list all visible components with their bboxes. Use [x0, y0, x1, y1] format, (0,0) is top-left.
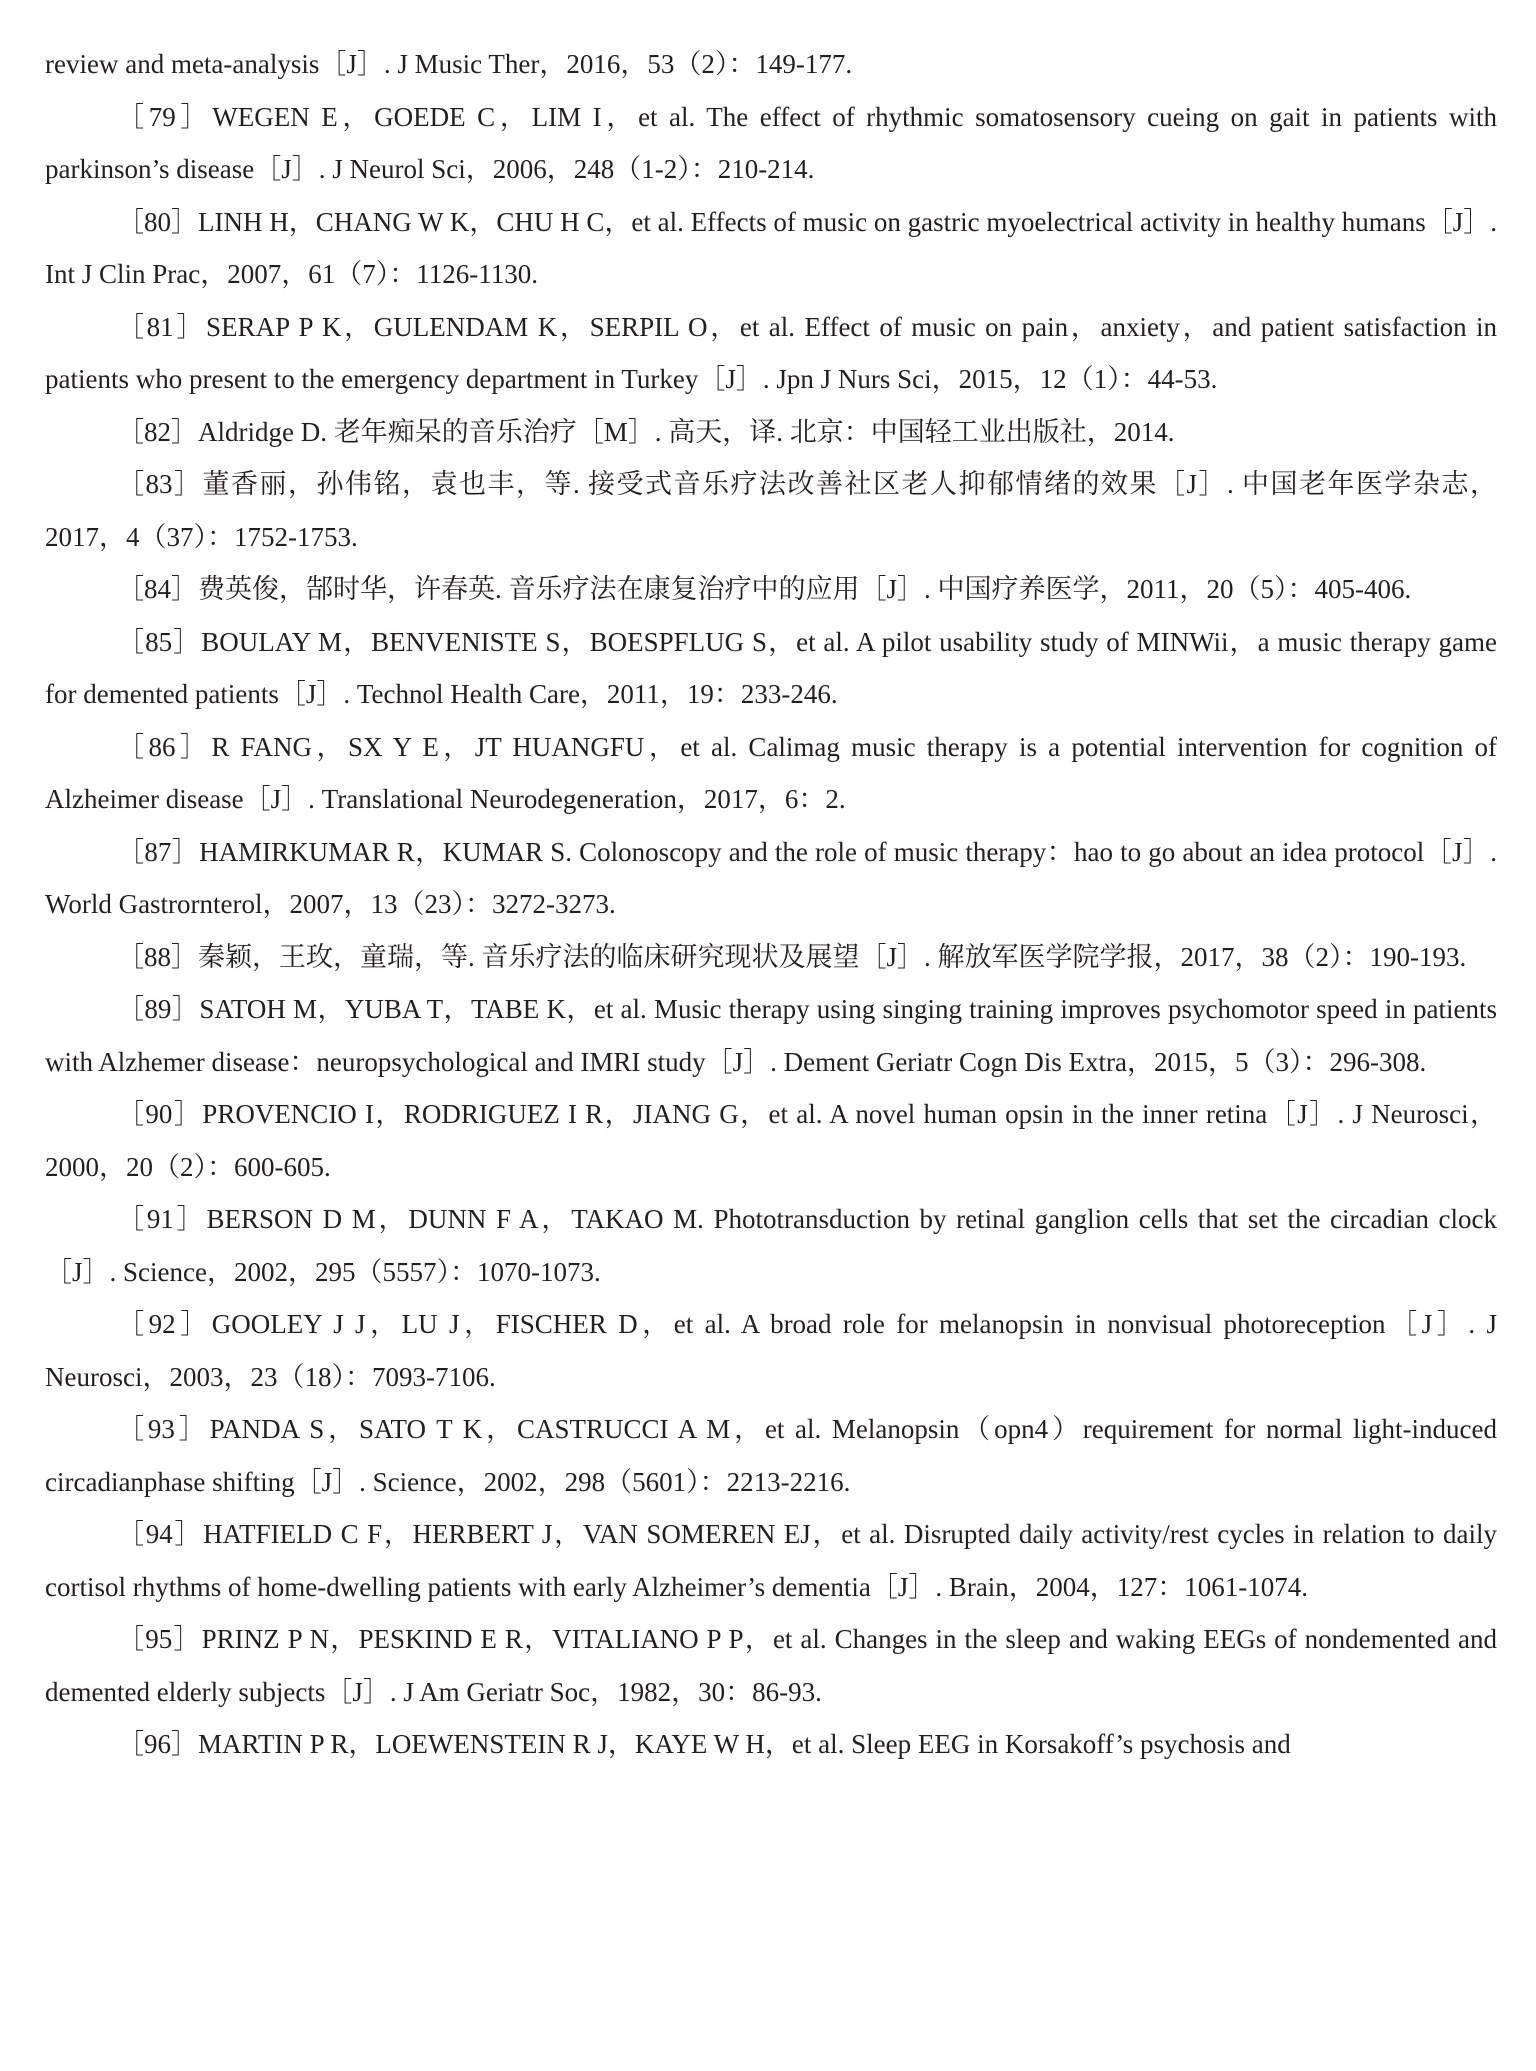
- reference-number: ［83］: [117, 469, 203, 499]
- reference-80: [45, 196, 1497, 301]
- reference-90: [45, 1088, 1497, 1193]
- reference-text: PROVENCIO I，RODRIGUEZ I R，JIANG G，et al. A novel human opsin in the inner retina［J］. J Neurosci，2000，20（2）：600-605.: [45, 1099, 1498, 1182]
- reference-text: MARTIN P R，LOEWENSTEIN R J，KAYE W H，et al. Sleep EEG in Korsakoff’s psychosis and: [198, 1729, 1291, 1759]
- reference-text: HAMIRKUMAR R，KUMAR S. Colonoscopy and the role of music therapy：hao to go about an idea protocol［J］. World Gastrornterol，2007，13（23）：3272-3273.: [45, 836, 1498, 919]
- reference-number: ［88］: [117, 941, 198, 972]
- reference-text: BERSON D M，DUNN F A，TAKAO M. Phototransduction by retinal ganglion cells that set the circadian clock［J］. Science，2002，295（5557）：1070-1073.: [45, 1204, 1497, 1287]
- reference-83: [45, 458, 1497, 563]
- reference-text: PRINZ P N，PESKIND E R，VITALIANO P P，et al. Changes in the sleep and waking EEGs of nondemented and demented elderly subjects［J］. J Am Geriatr Soc，1982，30：86-93.: [45, 1624, 1498, 1707]
- reference-95: [45, 1613, 1497, 1718]
- reference-text: PANDA S，SATO T K，CASTRUCCI A M，et al. Melanopsin（opn4）requirement for normal light-induced circadianphase shifting［J］. Science，2002，298（5601）：2213-2216.: [45, 1414, 1497, 1497]
- reference-94: [45, 1508, 1497, 1613]
- reference-number: ［81］: [117, 311, 207, 342]
- reference-number: ［87］: [117, 836, 200, 867]
- reference-86: [45, 721, 1497, 826]
- reference-text: SERAP P K，GULENDAM K，SERPIL O，et al. Effect of music on pain，anxiety，and patient satisfaction in patients who present to the emergency department in Turkey［J］. Jpn J Nurs Sci，2015，12（1）：44-53.: [45, 311, 1497, 394]
- reference-number: ［86］: [117, 731, 212, 762]
- reference-number: ［95］: [117, 1624, 202, 1654]
- reference-number: ［94］: [117, 1519, 204, 1549]
- reference-text: SATOH M，YUBA T，TABE K，et al. Music therapy using singing training improves psychomotor speed in patients with Alzhemer disease：neuropsychological and IMRI study［J］. Dement Geriatr Cogn Dis Extra，2015，5（3）：296-308.: [45, 994, 1497, 1077]
- reference-text: HATFIELD C F，HERBERT J，VAN SOMEREN EJ，et al. Disrupted daily activity/rest cycles in relation to daily cortisol rhythms of home-dwelling patients with early Alzheimer’s dementia［J］. Brain，2004，127：1061-1074.: [45, 1519, 1497, 1602]
- reference-list: [45, 38, 1497, 1771]
- reference-number: ［92］: [117, 1309, 212, 1339]
- reference-87: [45, 826, 1497, 931]
- reference-number: ［90］: [117, 1099, 203, 1129]
- reference-number: ［85］: [117, 626, 202, 657]
- reference-84: [45, 563, 1497, 616]
- reference-number: ［79］: [117, 101, 213, 132]
- reference-text: GOOLEY J J，LU J，FISCHER D，et al. A broad role for melanopsin in nonvisual photoreception［J］. J Neurosci，2003，23（18）：7093-7106.: [45, 1309, 1497, 1392]
- reference-number: ［82］: [117, 416, 198, 447]
- reference-text: WEGEN E，GOEDE C，LIM I，et al. The effect of rhythmic somatosensory cueing on gait in patients with parkinson’s disease［J］. J Neurol Sci，2006，248（1-2）：210-214.: [45, 101, 1498, 184]
- reference-85: [45, 616, 1497, 721]
- reference-number: ［80］: [117, 206, 199, 237]
- reference-number: ［91］: [117, 1204, 207, 1234]
- reference-89: [45, 983, 1497, 1088]
- reference-number: ［84］: [117, 574, 198, 604]
- reference-93: [45, 1403, 1497, 1508]
- reference-text: Aldridge D. 老年痴呆的音乐治疗［M］. 高天，译. 北京：中国轻工业出版社，2014.: [198, 416, 1175, 447]
- reference-continuation: review and meta-analysis［J］. J Music Ther，2016，53（2）：149-177.: [45, 49, 853, 79]
- reference-81: [45, 301, 1497, 406]
- reference-text: 董香丽，孙伟铭，袁也丰，等. 接受式音乐疗法改善社区老人抑郁情绪的效果［J］. 中国老年医学杂志，2017，4（37）：1752-1753.: [45, 469, 1497, 552]
- reference-number: ［89］: [117, 994, 200, 1024]
- reference-91: [45, 1193, 1497, 1298]
- reference-text: 秦颖，王玫，童瑞，等. 音乐疗法的临床研究现状及展望［J］. 解放军医学院学报，2017，38（2）：190-193.: [198, 941, 1467, 972]
- reference-96: [45, 1718, 1497, 1771]
- reference-text: R FANG，SX Y E，JT HUANGFU，et al. Calimag music therapy is a potential intervention for cognition of Alzheimer disease［J］. Translational Neurodegeneration，2017，6：2.: [45, 731, 1498, 814]
- reference-number: ［93］: [117, 1414, 210, 1444]
- reference-92: [45, 1298, 1497, 1403]
- reference-number: ［96］: [117, 1729, 198, 1759]
- reference-text: BOULAY M，BENVENISTE S，BOESPFLUG S，et al. A pilot usability study of MINWii，a music therapy game for demented patients［J］. Technol Health Care，2011，19：233-246.: [45, 626, 1497, 709]
- reference-82: [45, 406, 1497, 459]
- reference-88: [45, 931, 1497, 984]
- reference-text: LINH H，CHANG W K，CHU H C，et al. Effects of music on gastric myoelectrical activity in healthy humans［J］. Int J Clin Prac，2007，61（7）：1126-1130.: [45, 206, 1497, 289]
- reference-text: 费英俊，郜时华，许春英. 音乐疗法在康复治疗中的应用［J］. 中国疗养医学，2011，20（5）：405-406.: [198, 574, 1412, 604]
- reference-79: [45, 91, 1497, 196]
